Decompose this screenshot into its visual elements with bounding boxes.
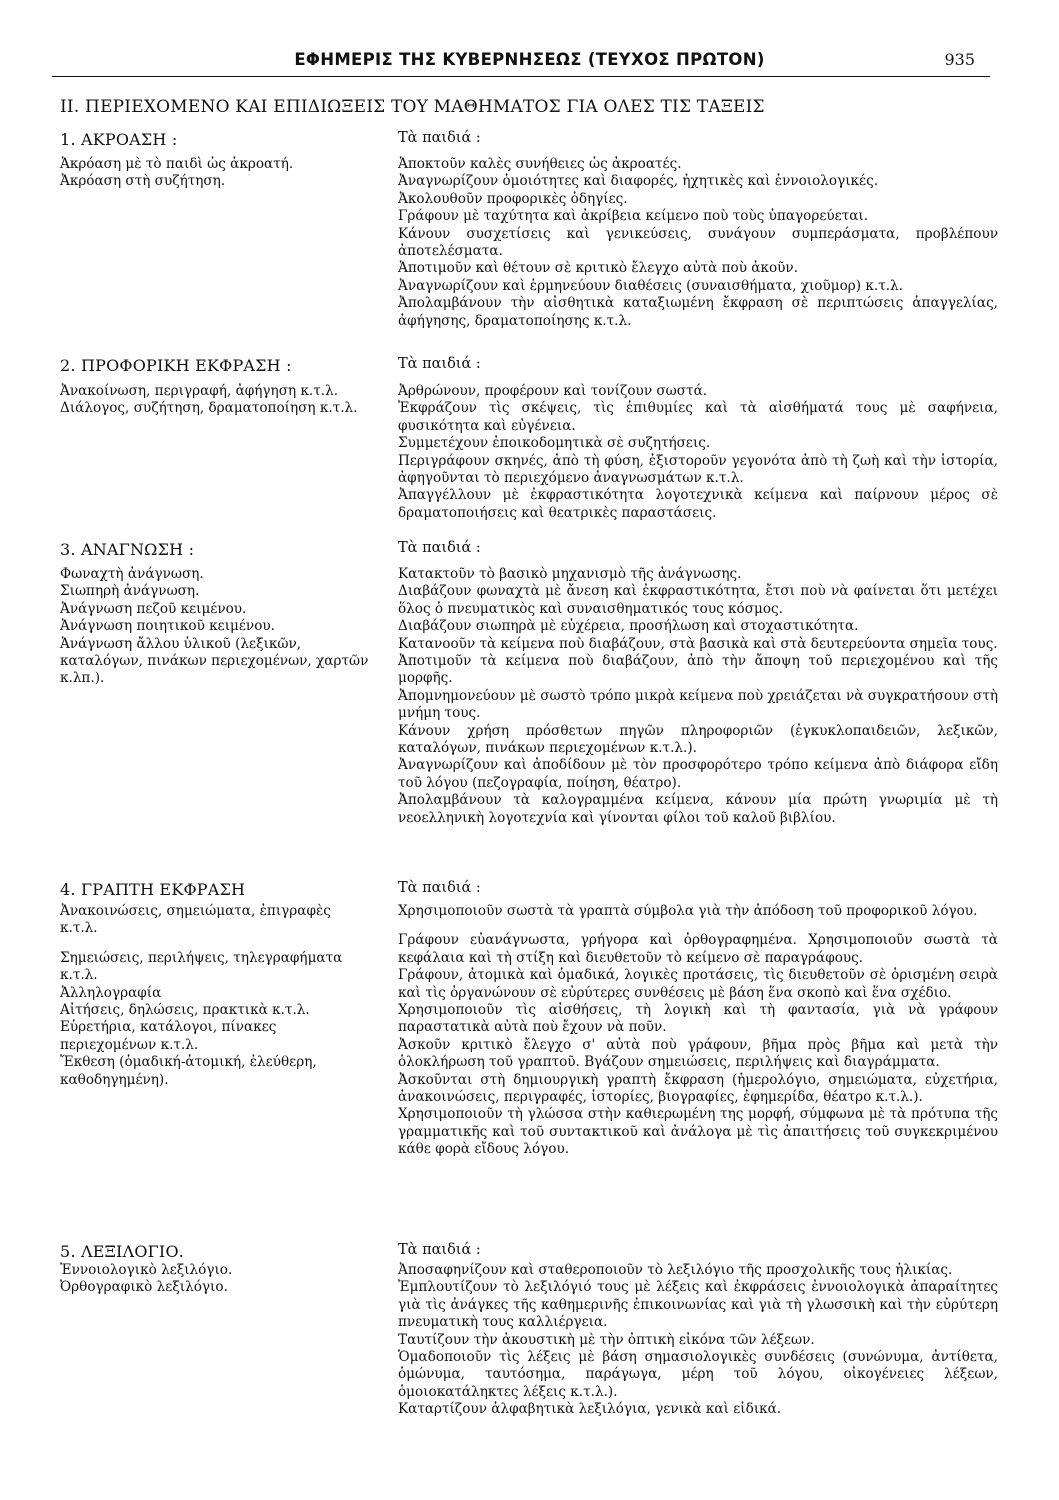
right-item: Συμμετέχουν ἐποικοδομητικὰ σὲ συζητήσεις. xyxy=(398,435,711,452)
header-rule xyxy=(52,76,990,77)
section-subheading: Τὰ παιδιά : xyxy=(398,356,481,372)
right-item: Ἀσκοῦν κριτικὸ ἔλεγχο σ' αὐτὰ ποὺ γράφουν, βῆμα πρὸς βῆμα καὶ μετὰ τὴν ὁλοκλήρωση τοῦ γραπτοῦ. Βγάζουν σημειώσεις, περιλήψεις καὶ διαγράμματα. xyxy=(398,1036,998,1071)
section-left-column xyxy=(60,566,372,688)
left-item: Ἀνάγνωση ποιητικοῦ κειμένου. xyxy=(60,618,275,635)
right-item: Ἀποτιμοῦν τὰ κείμενα ποὺ διαβάζουν, ἀπὸ τὴν ἄποψη τοῦ περιεχομένου καὶ τῆς μορφῆς. xyxy=(398,653,998,687)
section-left-column xyxy=(60,156,372,191)
section-right-column xyxy=(398,383,998,522)
section-heading-written-expression: 4. ΓΡΑΠΤΗ ΕΚΦΡΑΣΗ xyxy=(60,880,246,899)
right-item: Ὁμαδοποιοῦν τὶς λέξεις μὲ βάση σημασιολογικὲς συνδέσεις (συνώνυμα, ἀντίθετα, ὁμώνυμα, ταυτόσημα, παράγωγα, μέρη τοῦ λόγου, οἰκογένειες λέξεων, ὁμοιοκατάληκτες λέξεις κ.τ.λ.). xyxy=(398,1349,998,1400)
section-right-column xyxy=(398,156,998,330)
right-item: Ἀπαγγέλλουν μὲ ἐκφραστικότητα λογοτεχνικὰ κείμενα καὶ παίρνουν μέρος σὲ δραματοποιήσεις καὶ θεατρικὲς παραστάσεις. xyxy=(398,487,998,521)
left-item: Διάλογος, συζήτηση, δραματοποίηση κ.τ.λ. xyxy=(60,400,358,417)
right-item: Ἐκφράζουν τὶς σκέψεις, τὶς ἐπιθυμίες καὶ τὰ αἰσθήματά τους μὲ σαφήνεια, φυσικότητα καὶ εὐγένεια. xyxy=(398,400,998,434)
page-number: 935 xyxy=(944,50,975,69)
right-item: Ἀποκτοῦν καλὲς συνήθειες ὡς ἀκροατές. xyxy=(398,156,682,172)
right-item: Ἀκολουθοῦν προφορικὲς ὁδηγίες. xyxy=(398,190,628,207)
right-item: Κατακτοῦν τὸ βασικὸ μηχανισμὸ τῆς ἀνάγνωσης. xyxy=(398,566,742,582)
section-heading-oral-expression: 2. ΠΡΟΦΟΡΙΚΗ ΕΚΦΡΑΣΗ : xyxy=(60,356,292,375)
left-item: Αἰτήσεις, δηλώσεις, πρακτικὰ κ.τ.λ. xyxy=(60,1002,310,1019)
left-item: Ἔκθεση (ὁμαδική-ἀτομική, ἐλεύθερη, καθοδηγημένη). xyxy=(60,1054,317,1088)
right-item: Ἀναγνωρίζουν καὶ ἀποδίδουν μὲ τὸν προσφορότερο τρόπο κείμενα ἀπὸ διάφορα εἴδη τοῦ λόγου (πεζογραφία, ποίηση, θέατρο). xyxy=(398,757,998,791)
right-item: Ἀποτιμοῦν καὶ θέτουν σὲ κριτικὸ ἔλεγχο αὐτὰ ποὺ ἀκοῦν. xyxy=(398,260,799,277)
right-item: Ἀναγνωρίζουν ὁμοιότητες καὶ διαφορές, ἠχητικὲς καὶ ἐννοιολογικές. xyxy=(398,173,879,190)
right-item: Ἀναγνωρίζουν καὶ ἑρμηνεύουν διαθέσεις (συναισθήματα, χιοῦμορ) κ.τ.λ. xyxy=(398,277,903,294)
left-item: Ἀνάγνωση ἄλλου ὑλικοῦ (λεξικῶν, καταλόγων, πινάκων περιεχομένων, χαρτῶν κ.λπ.). xyxy=(60,635,369,687)
right-item: Ἀρθρώνουν, προφέρουν καὶ τονίζουν σωστά. xyxy=(398,383,708,399)
section-subheading: Τὰ παιδιά : xyxy=(398,540,481,556)
right-item: Χρησιμοποιοῦν τὶς αἰσθήσεις, τὴ λογικὴ καὶ τὴ φαντασία, γιὰ νὰ γράφουν παραστατικὰ αὐτὰ ποὺ ἔχουν νὰ ποῦν. xyxy=(398,1002,998,1036)
section-subheading: Τὰ παιδιά : xyxy=(398,130,481,146)
right-item: Ἀπολαμβάνουν τὰ καλογραμμένα κείμενα, κάνουν μία πρώτη γνωριμία μὲ τὴ νεοελληνικὴ λογοτεχνία καὶ γίνονται φίλοι τοῦ καλοῦ βιβλίου. xyxy=(398,792,998,826)
section-subheading: Τὰ παιδιά : xyxy=(398,1242,481,1258)
right-item: Γράφουν μὲ ταχύτητα καὶ ἀκρίβεια κείμενο ποὺ τοὺς ὑπαγορεύεται. xyxy=(398,208,869,225)
section-heading-reading: 3. ΑΝΑΓΝΩΣΗ : xyxy=(60,540,195,559)
section-right-column xyxy=(398,566,998,827)
left-item: Ἀνάγνωση πεζοῦ κειμένου. xyxy=(60,600,247,617)
left-item: Ἐννοιολογικὸ λεξιλόγιο. xyxy=(60,1262,233,1278)
right-item: Χρησιμοποιοῦν σωστὰ τὰ γραπτὰ σύμβολα γιὰ τὴν ἀπόδοση τοῦ προφορικοῦ λόγου. xyxy=(398,903,978,919)
right-item: Κάνουν χρήση πρόσθετων πηγῶν πληροφοριῶν (ἐγκυκλοπαιδειῶν, λεξικῶν, καταλόγων, πινάκων περιεχομένων κ.τ.λ.). xyxy=(398,722,998,757)
gazette-header-title: ΕΦΗΜΕΡΙΣ ΤΗΣ ΚΥΒΕΡΝΗΣΕΩΣ (ΤΕΥΧΟΣ ΠΡΩΤΟΝ) xyxy=(294,50,765,69)
right-item: Ἀποσαφηνίζουν καὶ σταθεροποιοῦν τὸ λεξιλόγιο τῆς προσχολικῆς τους ἡλικίας. xyxy=(398,1262,953,1278)
part-title: ΙΙ. ΠΕΡΙΕΧΟΜΕΝΟ ΚΑΙ ΕΠΙΔΙΩΞΕΙΣ ΤΟΥ ΜΑΘΗΜΑΤΟΣ ΓΙΑ ΟΛΕΣ ΤΙΣ ΤΑΞΕΙΣ xyxy=(60,97,765,117)
section-subheading: Τὰ παιδιά : xyxy=(398,880,481,896)
left-item: Εὑρετήρια, κατάλογοι, πίνακες περιεχομένων κ.τ.λ. xyxy=(60,1019,277,1053)
right-item: Ἀπομνημονεύουν μὲ σωστὸ τρόπο μικρὰ κείμενα ποὺ χρειάζεται νὰ συγκρατήσουν στὴ μνήμη τους. xyxy=(398,687,998,722)
section-left-column xyxy=(60,1262,372,1297)
right-item: Ἐμπλουτίζουν τὸ λεξιλόγιό τους μὲ λέξεις καὶ ἐκφράσεις ἐννοιολογικὰ ἀπαραίτητες γιὰ τὶς ἀνάγκες τῆς καθημερινῆς ἐπικοινωνίας καὶ γιὰ τὴ γλωσσικὴ καὶ τὴν εὐρύτερη πνευματικὴ τους καλλιέργεια. xyxy=(398,1279,998,1331)
right-item: Ἀπολαμβάνουν τὴν αἰσθητικὰ καταξιωμένη ἔκφραση σὲ περιπτώσεις ἀπαγγελίας, ἀφήγησης, δραματοποίησης κ.τ.λ. xyxy=(398,295,998,329)
right-item: Χρησιμοποιοῦν τὴ γλώσσα στὴν καθιερωμένη της μορφή, σύμφωνα μὲ τὰ πρότυπα τῆς γραμματικῆς καὶ τοῦ συντακτικοῦ καὶ ἀνάλογα μὲ τὶς ἀπαιτήσεις τοῦ συγκεκριμένου κάθε φορὰ εἴδους λόγου. xyxy=(398,1106,998,1158)
right-item: Ἀσκοῦνται στὴ δημιουργικὴ γραπτὴ ἔκφραση (ἡμερολόγιο, σημειώματα, εὐχετήρια, ἀνακοινώσεις, περιγραφές, ἱστορίες, βιογραφίες, ἐφημερίδα, θέατρο κ.τ.λ.). xyxy=(398,1071,998,1106)
left-item: Ἀκρόαση στὴ συζήτηση. xyxy=(60,173,226,190)
section-left-column xyxy=(60,383,372,418)
left-item: Ἀνακοίνωση, περιγραφή, ἀφήγηση κ.τ.λ. xyxy=(60,383,339,399)
right-item: Διαβάζουν σιωπηρὰ μὲ εὐχέρεια, προσήλωση καὶ στοχαστικότητα. xyxy=(398,618,859,635)
left-item: Φωναχτὴ ἀνάγνωση. xyxy=(60,566,204,582)
left-item: Ἀνακοινώσεις, σημειώματα, ἐπιγραφὲς κ.τ.λ. xyxy=(60,903,331,937)
section-heading-listening: 1. ΑΚΡΟΑΣΗ : xyxy=(60,130,178,149)
left-item: Ἀλληλογραφία xyxy=(60,984,162,1001)
left-item: Σιωπηρὴ ἀνάγνωση. xyxy=(60,583,200,600)
left-item: Ἀκρόαση μὲ τὸ παιδὶ ὡς ἀκροατή. xyxy=(60,156,294,172)
right-item: Διαβάζουν φωναχτὰ μὲ ἄνεση καὶ ἐκφραστικότητα, ἔτσι ποὺ νὰ φαίνεται ὅτι μετέχει ὅλος ὁ πνευματικὸς καὶ συναισθηματικός τους κόσμος. xyxy=(398,583,998,617)
right-item: Καταρτίζουν ἀλφαβητικὰ λεξιλόγια, γενικὰ καὶ εἰδικά. xyxy=(398,1401,782,1418)
right-item: Κάνουν συσχετίσεις καὶ γενικεύσεις, συνάγουν συμπεράσματα, προβλέπουν ἀποτελέσματα. xyxy=(398,225,998,260)
right-item: Περιγράφουν σκηνές, ἀπὸ τὴ φύση, ἐξιστοροῦν γεγονότα ἀπὸ τὴ ζωὴ καὶ τὴν ἱστορία, ἀφηγοῦνται τὸ περιεχόμενο ἀναγνωσμάτων κ.τ.λ. xyxy=(398,452,998,487)
section-heading-vocabulary: 5. ΛΕΞΙΛΟΓΙΟ. xyxy=(60,1242,185,1261)
section-right-column xyxy=(398,1262,998,1419)
right-item: Γράφουν εὐανάγνωστα, γρήγορα καὶ ὀρθογραφημένα. Χρησιμοποιοῦν σωστὰ τὰ κεφάλαια καὶ τὴ στίξη καὶ διευθετοῦν τὸ κείμενο σὲ παραγράφους. xyxy=(398,932,998,966)
left-item: Σημειώσεις, περιλήψεις, τηλεγραφήματα κ.τ.λ. xyxy=(60,949,343,984)
left-item: Ὀρθογραφικὸ λεξιλόγιο. xyxy=(60,1279,228,1296)
right-item: Ταυτίζουν τὴν ἀκουστικὴ μὲ τὴν ὀπτικὴ εἰκόνα τῶν λέξεων. xyxy=(398,1331,815,1348)
section-right-column xyxy=(398,903,998,1159)
right-item: Γράφουν, ἀτομικὰ καὶ ὁμαδικά, λογικὲς προτάσεις, τὶς διευθετοῦν σὲ ὁρισμένη σειρὰ καὶ τὶς ὀργανώνουν σὲ εὐρύτερες συνθέσεις μὲ βάση ἕνα σκοπὸ καὶ ἕνα σχέδιο. xyxy=(398,967,998,1001)
right-item: Κατανοοῦν τὰ κείμενα ποὺ διαβάζουν, στὰ βασικὰ καὶ στὰ δευτερεύοντα σημεῖα τους. xyxy=(398,635,998,652)
section-left-column xyxy=(60,903,372,1089)
